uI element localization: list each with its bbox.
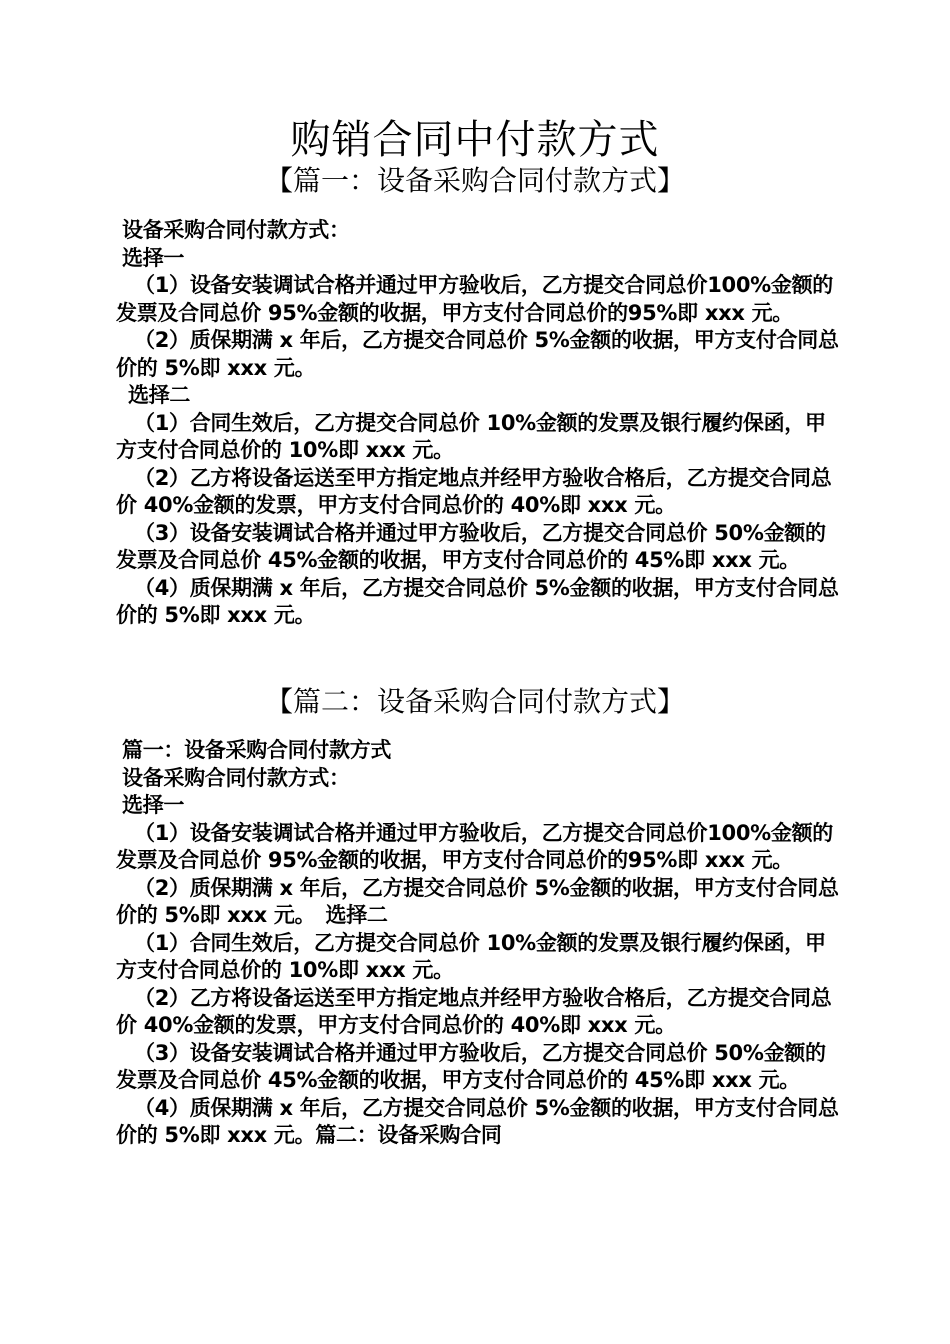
section2-line-7: （2）乙方将设备运送至甲方指定地点并经甲方验收合格后，乙方提交合同总价 40%金额的发票，甲方支付合同总价的 40%即 xxx 元。 — [116, 985, 832, 1037]
section2-line-3: 选择一 — [122, 793, 185, 817]
section1-line-8: （3）设备安装调试合格并通过甲方验收后，乙方提交合同总价 50%金额的发票及合同总价 45%金额的收据，甲方支付合同总价的 45%即 xxx 元。 — [116, 520, 826, 572]
section1-line-4: （2）质保期满 x 年后，乙方提交合同总价 5%金额的收据，甲方支付合同总价的 5%即 xxx 元。 — [116, 328, 839, 380]
section2-line-9: （4）质保期满 x 年后，乙方提交合同总价 5%金额的收据，甲方支付合同总价的 5%即 xxx 元。篇二：设备采购合同 — [116, 1095, 839, 1147]
section1-body — [116, 217, 840, 630]
section1-line-5: 选择二 — [128, 383, 191, 407]
section2-line-4: （1）设备安装调试合格并通过甲方验收后，乙方提交合同总价100%金额的发票及合同总价 95%金额的收据，甲方支付合同总价的95%即 xxx 元。 — [116, 820, 833, 872]
section1-line-3: （1）设备安装调试合格并通过甲方验收后，乙方提交合同总价100%金额的发票及合同总价 95%金额的收据，甲方支付合同总价的95%即 xxx 元。 — [116, 273, 833, 325]
section2-line-5: （2）质保期满 x 年后，乙方提交合同总价 5%金额的收据，甲方支付合同总价的 5%即 xxx 元。 选择二 — [116, 875, 839, 927]
section2-heading: 【篇二：设备采购合同付款方式】 — [264, 685, 685, 718]
section1-heading: 【篇一：设备采购合同付款方式】 — [264, 164, 685, 197]
section2-line-8: （3）设备安装调试合格并通过甲方验收后，乙方提交合同总价 50%金额的发票及合同总价 45%金额的收据，甲方支付合同总价的 45%即 xxx 元。 — [116, 1040, 826, 1092]
section1-line-9: （4）质保期满 x 年后，乙方提交合同总价 5%金额的收据，甲方支付合同总价的 5%即 xxx 元。 — [116, 575, 839, 627]
section2-body — [116, 737, 840, 1150]
section2-line-1: 篇一：设备采购合同付款方式 — [122, 738, 392, 762]
section1-line-7: （2）乙方将设备运送至甲方指定地点并经甲方验收合格后，乙方提交合同总价 40%金额的发票，甲方支付合同总价的 40%即 xxx 元。 — [116, 465, 832, 517]
section1-line-6: （1）合同生效后，乙方提交合同总价 10%金额的发票及银行履约保函，甲方支付合同总价的 10%即 xxx 元。 — [116, 410, 826, 462]
document-title: 购销合同中付款方式 — [290, 117, 660, 163]
section2-line-2: 设备采购合同付款方式： — [122, 765, 350, 790]
section1-line-2: 选择一 — [122, 245, 185, 270]
section1-line-1: 设备采购合同付款方式： — [122, 218, 350, 242]
section2-line-6: （1）合同生效后，乙方提交合同总价 10%金额的发票及银行履约保函，甲方支付合同总价的 10%即 xxx 元。 — [116, 930, 826, 982]
